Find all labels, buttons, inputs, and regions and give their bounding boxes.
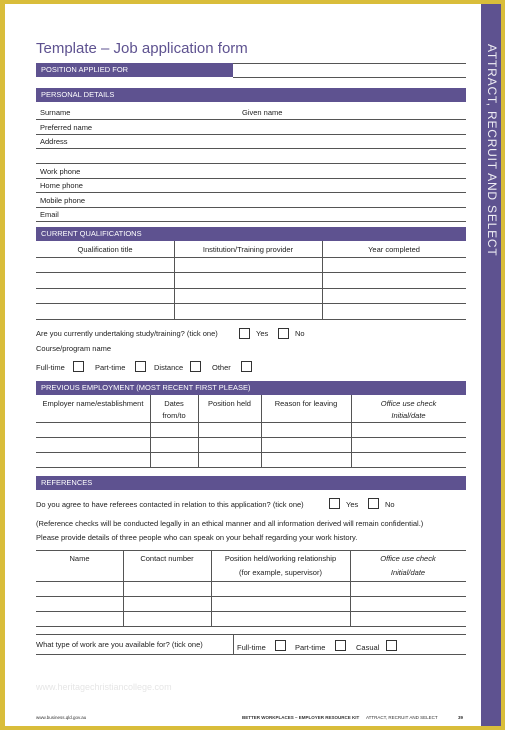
referees-yes-label: Yes [346, 500, 359, 509]
ref-position-col-sub: (for example, supervisor) [239, 568, 322, 577]
dates-col-sub: from/to [162, 411, 186, 420]
referees-question: Do you agree to have referees contacted in relation to this application? (tick one) [36, 500, 304, 509]
column-divider [351, 395, 352, 467]
dates-col: Dates [164, 399, 184, 408]
mobile-phone-field[interactable] [36, 207, 466, 208]
ref-office-col-sub: Initial/date [390, 568, 426, 577]
position-col: Position held [208, 399, 251, 408]
study-yes-label: Yes [256, 329, 269, 338]
position-applied-field[interactable] [233, 77, 466, 78]
footer-kit: BETTER WORKPLACES – EMPLOYER RESOURCE KIT [242, 715, 360, 720]
avail-casual-checkbox[interactable] [386, 640, 397, 651]
study-yes-checkbox[interactable] [239, 328, 250, 339]
avail-full-time-label: Full-time [237, 643, 266, 652]
table-row[interactable] [36, 596, 466, 597]
reason-col: Reason for leaving [274, 399, 338, 408]
page-title: Template – Job application form [36, 40, 248, 57]
preferred-name-field[interactable] [36, 134, 466, 135]
avail-full-time-checkbox[interactable] [275, 640, 286, 651]
year-completed-col: Year completed [368, 245, 420, 254]
qualification-title-col: Qualification title [77, 245, 133, 254]
column-divider [322, 241, 323, 319]
table-row[interactable] [36, 319, 466, 320]
referees-yes-checkbox[interactable] [329, 498, 340, 509]
distance-label: Distance [154, 363, 184, 372]
references-header: REFERENCES [36, 476, 466, 490]
column-divider [261, 395, 262, 467]
work-phone-label: Work phone [40, 167, 81, 176]
full-time-label: Full-time [36, 363, 65, 372]
reference-instruction: Please provide details of three people who can speak on your behalf regarding your work history. [36, 533, 358, 542]
part-time-checkbox[interactable] [135, 361, 146, 372]
sidebar-label: ATTRACT, RECRUIT AND SELECT [485, 44, 499, 257]
table-row[interactable] [36, 611, 466, 612]
avail-part-time-label: Part-time [295, 643, 326, 652]
ref-name-col: Name [69, 554, 90, 563]
distance-checkbox[interactable] [190, 361, 201, 372]
address-field-1[interactable] [36, 148, 466, 149]
watermark: www.heritagechristiancollege.com [36, 682, 172, 692]
table-row [36, 257, 466, 258]
table-row[interactable] [36, 626, 466, 627]
references-table-top [36, 550, 466, 551]
column-divider [350, 550, 351, 626]
table-row[interactable] [36, 437, 466, 438]
course-label: Course/program name [36, 344, 112, 353]
table-row[interactable] [36, 303, 466, 304]
other-checkbox[interactable] [241, 361, 252, 372]
column-divider [198, 395, 199, 467]
footer-section: ATTRACT, RECRUIT AND SELECT [366, 715, 438, 720]
table-row [36, 581, 466, 582]
avail-part-time-checkbox[interactable] [335, 640, 346, 651]
employment-header: PREVIOUS EMPLOYMENT (MOST RECENT FIRST PLEASE) [36, 381, 466, 395]
employer-col: Employer name/establishment [42, 399, 144, 408]
work-phone-field[interactable] [36, 178, 466, 179]
personal-details-header: PERSONAL DETAILS [36, 88, 466, 102]
table-row[interactable] [36, 467, 466, 468]
position-applied-header: POSITION APPLIED FOR [36, 63, 233, 77]
study-no-checkbox[interactable] [278, 328, 289, 339]
email-field[interactable] [36, 221, 466, 222]
column-divider [150, 395, 151, 467]
home-phone-label: Home phone [40, 181, 83, 190]
institution-col: Institution/Training provider [202, 245, 294, 254]
other-label: Other [212, 363, 231, 372]
surname-field[interactable] [36, 119, 466, 120]
referees-no-label: No [385, 500, 395, 509]
full-time-checkbox[interactable] [73, 361, 84, 372]
office-use-col-sub: Initial/date [391, 411, 426, 420]
ref-position-col: Position held/working relationship [224, 554, 337, 563]
column-divider [123, 550, 124, 626]
availability-question: What type of work are you available for? (tick one) [36, 640, 203, 649]
address-field-2[interactable] [36, 163, 466, 164]
position-applied-top-line [233, 63, 466, 64]
given-name-label: Given name [242, 108, 283, 117]
table-row[interactable] [36, 452, 466, 453]
column-divider [174, 241, 175, 319]
table-row[interactable] [36, 272, 466, 273]
column-divider [233, 634, 234, 654]
table-row [36, 422, 466, 423]
ref-office-col: Office use check [380, 554, 436, 563]
mobile-phone-label: Mobile phone [40, 196, 86, 205]
footer-page-number: 39 [458, 715, 464, 720]
table-row[interactable] [36, 288, 466, 289]
preferred-name-label: Preferred name [40, 123, 93, 132]
address-label: Address [40, 137, 68, 146]
office-use-col: Office use check [380, 399, 437, 408]
column-divider [211, 550, 212, 626]
referees-no-checkbox[interactable] [368, 498, 379, 509]
study-question: Are you currently undertaking study/training? (tick one) [36, 329, 218, 338]
qualifications-header: CURRENT QUALIFICATIONS [36, 227, 466, 241]
availability-bottom-line [36, 654, 466, 655]
reference-note: (Reference checks will be conducted legally in an ethical manner and all information derived will remain confidential.) [36, 519, 424, 528]
email-label: Email [40, 210, 59, 219]
footer-website[interactable]: www.business.qld.gov.au [36, 715, 87, 720]
surname-label: Surname [40, 108, 71, 117]
form-page [5, 4, 501, 726]
availability-top-line [36, 634, 466, 635]
study-no-label: No [295, 329, 305, 338]
part-time-label: Part-time [95, 363, 126, 372]
home-phone-field[interactable] [36, 192, 466, 193]
avail-casual-label: Casual [356, 643, 380, 652]
ref-contact-col: Contact number [140, 554, 194, 563]
